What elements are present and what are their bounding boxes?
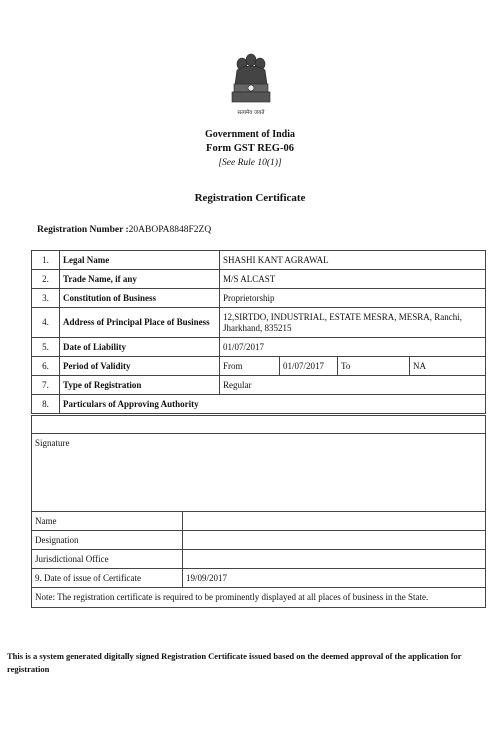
national-emblem-icon (229, 52, 273, 120)
validity-to-label: To (338, 357, 410, 376)
blank-row (32, 416, 486, 434)
row-label: Constitution of Business (60, 289, 220, 308)
trade-name-value: M/S ALCAST (220, 270, 486, 289)
jurisdictional-office-label: Jurisdictional Office (32, 550, 183, 569)
table-row (32, 376, 486, 395)
validity-to-date: NA (410, 357, 486, 376)
row-label: Address of Principal Place of Business (60, 308, 220, 338)
validity-from-date: 01/07/2017 (280, 357, 338, 376)
validity-from-label: From (220, 357, 280, 376)
row-number: 1. (32, 251, 60, 270)
row-label: Type of Registration (60, 376, 220, 395)
table-row (32, 531, 486, 550)
liability-date-value: 01/07/2017 (220, 338, 486, 357)
table-row (32, 588, 486, 608)
registration-number-value: 20ABOPA8848F2ZQ (128, 225, 212, 235)
signature-label: Signature (32, 434, 486, 512)
table-row (32, 270, 486, 289)
name-label: Name (32, 512, 183, 531)
row-label: Legal Name (60, 251, 220, 270)
row-number: 4. (32, 308, 60, 338)
signature-table (31, 415, 486, 608)
row-label: Trade Name, if any (60, 270, 220, 289)
details-table (31, 250, 486, 414)
jurisdictional-office-value (183, 550, 486, 569)
certificate-title: Registration Certificate (194, 192, 306, 204)
table-row (32, 357, 486, 376)
row-number: 3. (32, 289, 60, 308)
table-row (32, 416, 486, 434)
rule-reference: [See Rule 10(1)] (218, 158, 282, 168)
table-row (32, 569, 486, 588)
table-row (32, 512, 486, 531)
registration-type-value: Regular (220, 376, 486, 395)
emblem-caption: सत्यमेव जयते (237, 110, 265, 116)
row-label: Period of Validity (60, 357, 220, 376)
name-value (183, 512, 486, 531)
table-row (32, 251, 486, 270)
table-row (32, 550, 486, 569)
table-row (32, 338, 486, 357)
registration-number-label: Registration Number : (37, 225, 129, 235)
row-number: 6. (32, 357, 60, 376)
system-generated-footnote: This is a system generated digitally signed Registration Certificate issued based on the deemed approval of the application for registration (7, 651, 462, 674)
row-number: 7. (32, 376, 60, 395)
form-title: Form GST REG-06 (206, 143, 294, 154)
issue-date-label: 9. Date of issue of Certificate (32, 569, 183, 588)
government-title: Government of India (205, 129, 295, 140)
table-row (32, 308, 486, 338)
table-row (32, 395, 486, 414)
table-row (32, 289, 486, 308)
constitution-value: Proprietorship (220, 289, 486, 308)
legal-name-value: SHASHI KANT AGRAWAL (220, 251, 486, 270)
row-number: 5. (32, 338, 60, 357)
issue-date-value: 19/09/2017 (183, 569, 486, 588)
table-row (32, 434, 486, 512)
row-number: 2. (32, 270, 60, 289)
row-number: 8. (32, 395, 60, 414)
display-note: Note: The registration certificate is required to be prominently displayed at all places of business in the State. (32, 588, 486, 608)
designation-label: Designation (32, 531, 183, 550)
registration-number (37, 225, 211, 235)
row-label: Date of Liability (60, 338, 220, 357)
row-label: Particulars of Approving Authority (60, 395, 486, 414)
address-value: 12,SIRTDO, INDUSTRIAL, ESTATE MESRA, MESRA, Ranchi, Jharkhand, 835215 (220, 308, 486, 338)
designation-value (183, 531, 486, 550)
